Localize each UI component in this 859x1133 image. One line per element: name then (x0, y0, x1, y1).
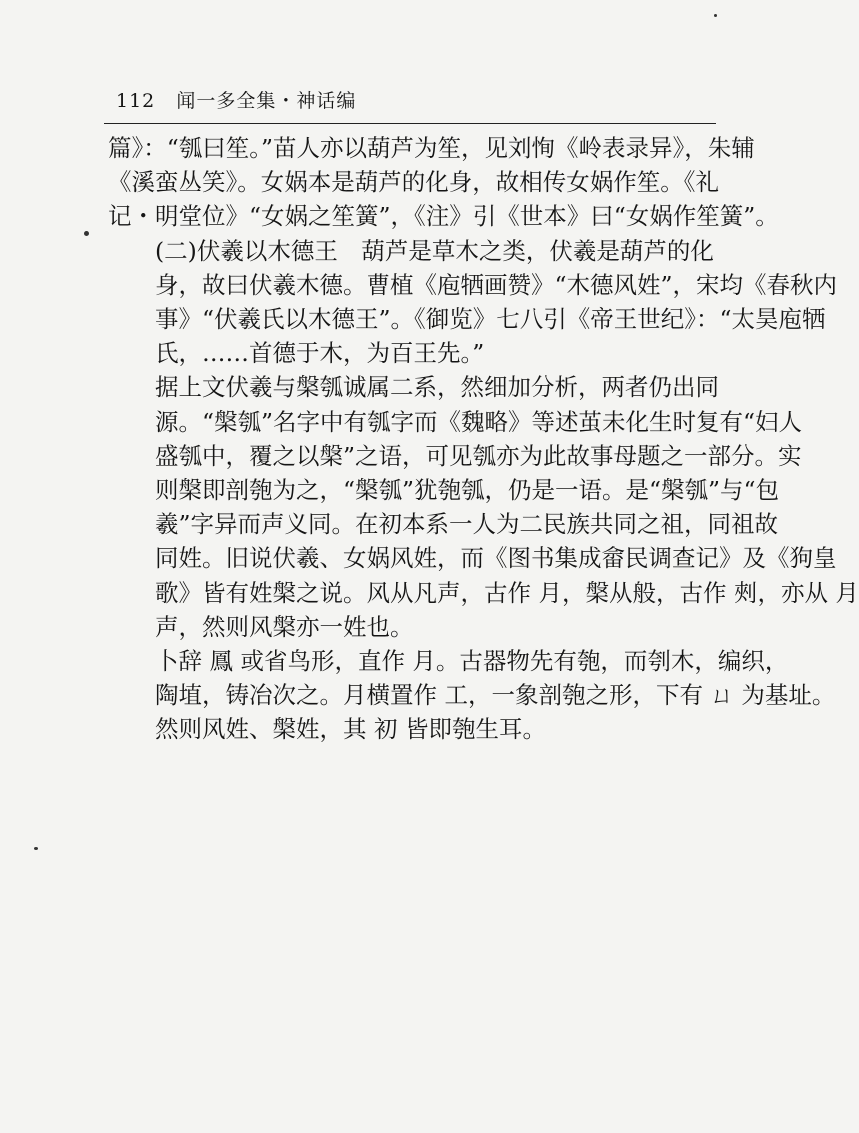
text-line: 篇》：“瓠曰笙。”苗人亦以葫芦为笙，见刘恂《岭表录异》，朱辅 (108, 134, 755, 162)
text-line: 盛瓠中，覆之以槃”之语，可见瓠亦为此故事母题之一部分。实 (155, 441, 802, 470)
book-title: 闻一多全集・神话编 (176, 90, 357, 112)
body-text (108, 131, 859, 747)
text-line: 声，然则风槃亦一姓也。 (155, 612, 414, 641)
paragraph-bu-ci (108, 644, 836, 747)
text-line: 记・明堂位》“女娲之笙簧”，《注》引《世本》曰“女娲作笙簧”。 (108, 202, 779, 231)
page-number: 112 (116, 90, 156, 112)
header-rule (104, 123, 716, 124)
running-head (116, 86, 356, 113)
text-line: 歌》皆有姓槃之说。风从凡声，古作 月，槃从般，古作 㓨，亦从 月 (155, 578, 859, 607)
paragraph-panhu (108, 370, 859, 644)
text-line: 陶埴，铸冶次之。月横置作 工，一象剖匏之形，下有 ㄩ 为基址。 (155, 681, 836, 710)
paragraph-fuxi-mude (108, 234, 838, 371)
scan-speck (34, 847, 38, 850)
text-line: 据上文伏羲与槃瓠诚属二系，然细加分析，两者仍出同 (155, 373, 719, 402)
paragraph-sheng (108, 131, 779, 234)
text-line: 《溪蛮丛笑》。女娲本是葫芦的化身，故相传女娲作笙。《礼 (108, 168, 719, 197)
text-line: 则槃即剖匏为之，“槃瓠”犹匏瓠，仍是一语。是“槃瓠”与“包 (155, 476, 780, 505)
text-line: 卜辞 鳳 或省鸟形，直作 月。古器物先有匏，而刳木，编织， (155, 647, 789, 676)
text-line: 同姓。旧说伏羲、女娲风姓，而《图书集成畲民调查记》及《狗皇 (155, 544, 837, 573)
text-line: 羲”字异而声义同。在初本系一人为二民族共同之祖，同祖故 (155, 510, 779, 539)
text-line: 氏，……首德于木，为百王先。” (155, 339, 485, 368)
text-line: 事》“伏羲氏以木德王”。《御览》七八引《帝王世纪》：“太昊庖牺 (155, 305, 826, 334)
scan-speck (84, 231, 89, 236)
text-line: (二)伏羲以木德王 葫芦是草木之类，伏羲是葫芦的化 (155, 236, 714, 265)
scan-speck (714, 14, 717, 17)
text-line: 身，故曰伏羲木德。曹植《庖牺画赞》“木德风姓”，宋均《春秋内 (155, 270, 838, 299)
text-line: 源。“槃瓠”名字中有瓠字而《魏略》等述茧未化生时复有“妇人 (155, 407, 803, 436)
text-line: 然则风姓、槃姓，其 初 皆即匏生耳。 (155, 715, 546, 744)
